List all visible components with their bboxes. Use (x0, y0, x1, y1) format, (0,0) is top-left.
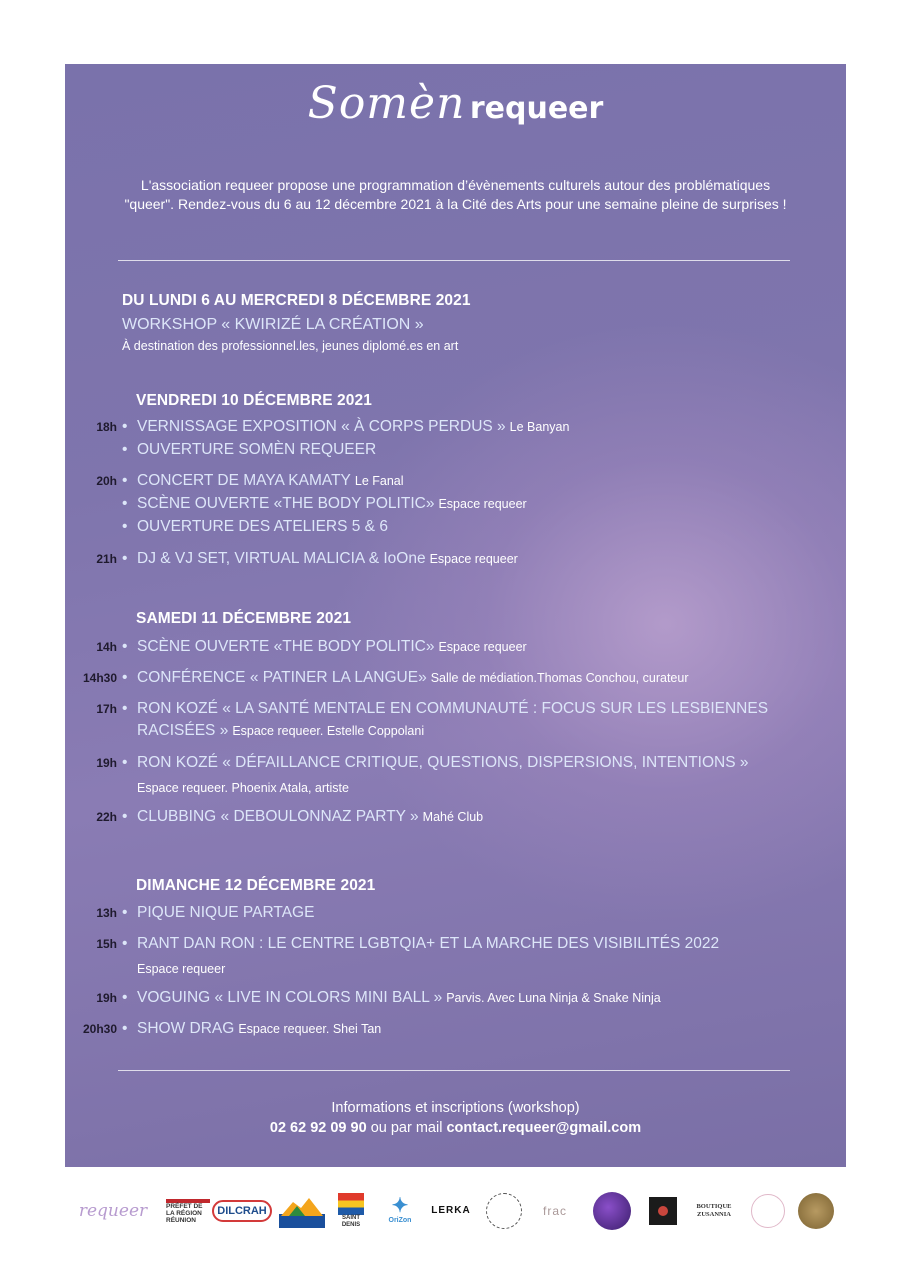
event-place: Le Banyan (509, 420, 570, 434)
event-place: Espace requeer (438, 640, 527, 654)
event-item (122, 416, 812, 438)
bullet-icon: • (122, 669, 128, 686)
day-heading-saturday: SAMEDI 11 DÉCEMBRE 2021 (136, 610, 352, 627)
dilcrah-logo: DILCRAH (218, 1188, 266, 1234)
event-item (122, 902, 812, 924)
event-title: SCÈNE OUVERTE «THE BODY POLITIC» (137, 638, 435, 655)
event-title: VOGUING « LIVE IN COLORS MINI BALL » (137, 989, 443, 1006)
event-item (122, 493, 812, 515)
event-time: 20h (96, 474, 117, 488)
workshop-title: WORKSHOP « KWIRIZÉ LA CRÉATION » (122, 316, 424, 333)
event-place: Parvis. Avec Luna Ninja & Snake Ninja (446, 991, 661, 1005)
event-title: OUVERTURE DES ATELIERS 5 & 6 (137, 518, 388, 535)
event-place: Espace requeer (438, 497, 527, 511)
event-item (122, 667, 812, 689)
event-title: DJ & VJ SET, VIRTUAL MALICIA & IoOne (137, 550, 426, 567)
event-item (122, 439, 812, 461)
event-title: PIQUE NIQUE PARTAGE (137, 904, 315, 921)
requeer-logo: requeer (78, 1201, 148, 1221)
day-heading-friday: VENDREDI 10 DÉCEMBRE 2021 (136, 392, 372, 409)
bullet-icon: • (122, 989, 128, 1006)
intro-text: L'association requeer propose une programmation d’évènements culturels autour des problématiques "queer". Rendez-vous du 6 au 12 décembre 2021 à la Cité des Arts pour une semaine pleine de surprises ! (124, 177, 787, 212)
event-place: Espace requeer. Shei Tan (238, 1022, 382, 1036)
bullet-icon: • (122, 518, 128, 535)
event-title: RON KOZÉ « DÉFAILLANCE CRITIQUE, QUESTIONS, DISPERSIONS, INTENTIONS » (137, 754, 749, 771)
event-item (122, 698, 802, 742)
bullet-icon: • (122, 638, 128, 655)
disc-icon (593, 1192, 631, 1230)
workshop-subtitle: À destination des professionnel.les, jeunes diplomé.es en art (122, 339, 459, 353)
event-time: 15h (96, 937, 117, 951)
bullet-icon: • (122, 495, 128, 512)
flag-icon (338, 1193, 364, 1215)
mountain-icon (279, 1194, 325, 1228)
partner-logos (70, 1188, 850, 1234)
event-title: OUVERTURE SOMÈN REQUEER (137, 441, 377, 458)
orizon-logo: ✦ OriZon (388, 1195, 412, 1224)
event-time: 17h (96, 702, 117, 716)
ring-icon (751, 1194, 785, 1228)
event-title: CONFÉRENCE « PATINER LA LANGUE» (137, 669, 427, 686)
contact-line (65, 1118, 846, 1138)
bullet-icon: • (122, 700, 128, 717)
bullet-icon: • (122, 441, 128, 458)
event-item (122, 516, 812, 538)
boutique-logo: BOUTIQUE ZUSANNIA (696, 1203, 732, 1218)
purple-circle-logo (590, 1188, 634, 1234)
frac-logo: frac (542, 1204, 567, 1218)
bullet-icon: • (122, 418, 128, 435)
event-time: 20h30 (82, 1022, 117, 1036)
event-item (122, 933, 812, 955)
event-time: 22h (96, 810, 117, 824)
bullet-icon: • (122, 1020, 128, 1037)
event-item (122, 987, 812, 1009)
saint-denis-logo: SAINT DENIS (336, 1188, 366, 1234)
email-link[interactable]: contact.requeer@gmail.com (446, 1120, 642, 1136)
circle-text-icon (486, 1193, 522, 1229)
bullet-icon: • (122, 550, 128, 567)
event-time: 19h (96, 991, 117, 1005)
event-place: Mahé Club (422, 810, 484, 824)
event-time: 18h (96, 420, 117, 434)
event-title: SHOW DRAG (137, 1020, 235, 1037)
bullet-icon: • (122, 808, 128, 825)
event-title: RON KOZÉ « LA SANTÉ MENTALE EN COMMUNAUTÉ : FOCUS SUR LES LESBIENNES RACISÉES » (137, 700, 769, 739)
event-place: Espace requeer. Estelle Coppolani (232, 724, 425, 738)
event-place: Espace requeer. Phoenix Atala, artiste (137, 781, 349, 795)
top-divider (118, 260, 790, 261)
event-item (122, 548, 812, 570)
event-item (122, 1018, 812, 1040)
event-time: 14h (96, 640, 117, 654)
event-poster (65, 64, 846, 1167)
event-place: Salle de médiation.Thomas Conchou, curateur (430, 671, 689, 685)
lerka-logo: LERKA (431, 1205, 471, 1216)
event-time: 14h30 (82, 671, 117, 685)
poster-title (65, 78, 846, 158)
event-place: Le Fanal (354, 474, 404, 488)
contact-block (65, 1098, 846, 1138)
cozine-logo (748, 1188, 788, 1234)
day-heading-sunday: DIMANCHE 12 DÉCEMBRE 2021 (136, 877, 376, 894)
event-title: CLUBBING « DEBOULONNAZ PARTY » (137, 808, 419, 825)
event-title: RANT DAN RON : LE CENTRE LGBTQIA+ ET LA MARCHE DES VISIBILITÉS 2022 (137, 935, 720, 952)
event-place: Espace requeer (429, 552, 518, 566)
event-place: Espace requeer (137, 962, 226, 976)
workshop-dates: DU LUNDI 6 AU MERCREDI 8 DÉCEMBRE 2021 (122, 292, 471, 309)
badge-icon (798, 1193, 834, 1229)
prefet-logo: PRÉFET DE LA RÉGION RÉUNION (166, 1188, 210, 1234)
title-script: Somèn (307, 78, 466, 129)
title-bold: requeer (469, 91, 604, 126)
square-icon (649, 1197, 677, 1225)
contact-connector: ou par mail (370, 1120, 443, 1136)
bullet-icon: • (122, 935, 128, 952)
phone-number[interactable]: 02 62 92 09 90 (269, 1120, 367, 1136)
contact-label: Informations et inscriptions (workshop) (331, 1100, 580, 1116)
event-title: SCÈNE OUVERTE «THE BODY POLITIC» (137, 495, 435, 512)
event-item (122, 470, 812, 492)
bullet-icon: • (122, 904, 128, 921)
event-item (122, 752, 812, 774)
event-item (122, 806, 812, 828)
event-time: 21h (96, 552, 117, 566)
gold-badge-logo (796, 1188, 836, 1234)
bullet-icon: • (122, 472, 128, 489)
cite-des-arts-logo (484, 1188, 524, 1234)
black-square-logo (646, 1188, 680, 1234)
event-title: CONCERT DE MAYA KAMATY (137, 472, 351, 489)
event-title: VERNISSAGE EXPOSITION « À CORPS PERDUS » (137, 418, 506, 435)
event-item (122, 636, 812, 658)
bullet-icon: • (122, 754, 128, 771)
event-time: 19h (96, 756, 117, 770)
oz-icon: ✦ (391, 1195, 409, 1217)
event-time: 13h (96, 906, 117, 920)
bottom-divider (118, 1070, 790, 1071)
region-reunion-logo (278, 1188, 326, 1234)
